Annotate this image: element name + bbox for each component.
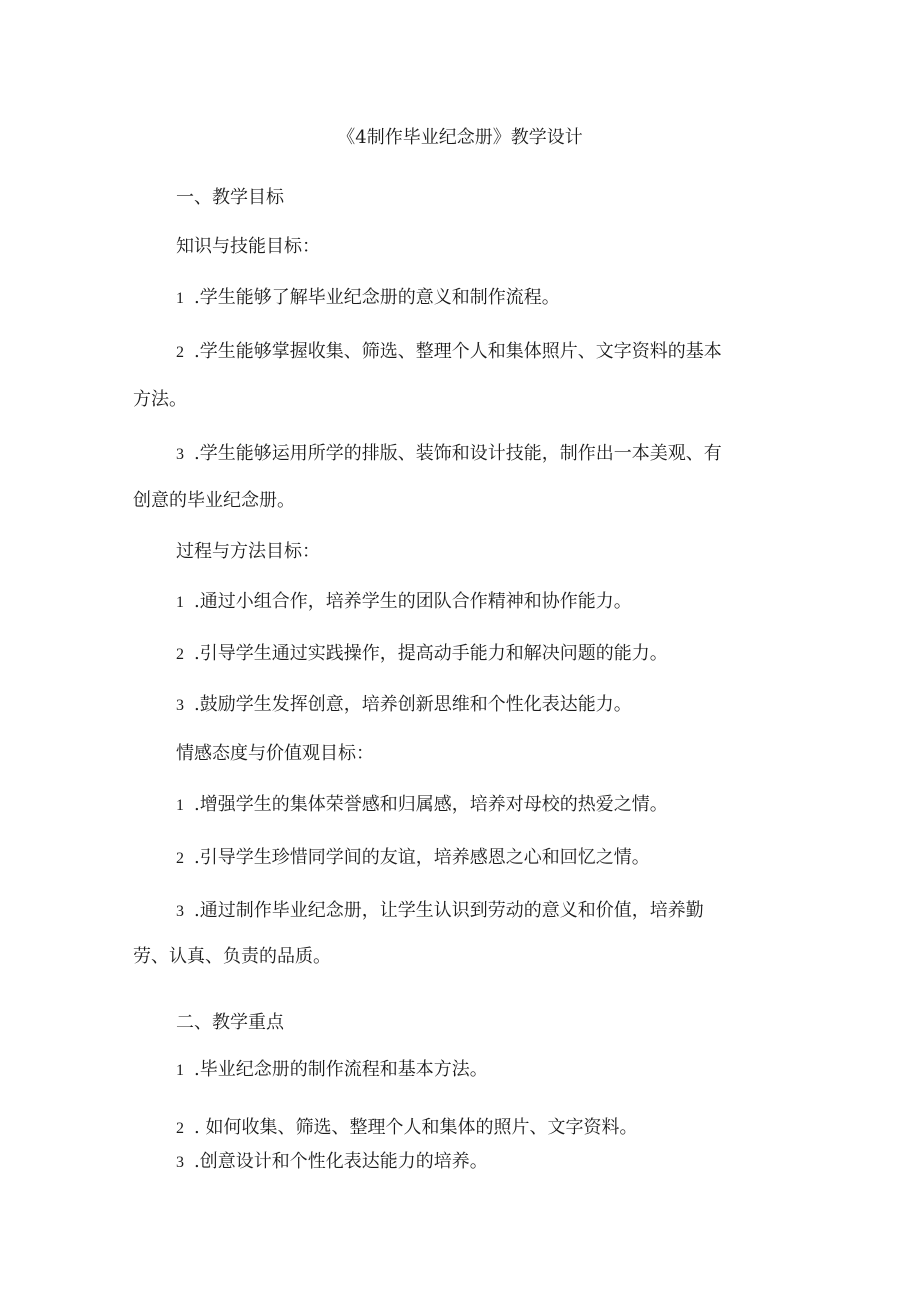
key-point-item-1 [176, 1059, 488, 1082]
item-text: .学生能够了解毕业纪念册的意义和制作流程。 [194, 287, 560, 308]
item-number: 1 [176, 1062, 184, 1079]
key-point-item-2 [176, 1117, 637, 1140]
process-item-3 [176, 694, 632, 717]
knowledge-goals-heading: 知识与技能目标： [176, 236, 320, 257]
section-1-heading: 一、教学目标 [176, 187, 284, 208]
item-number: 2 [176, 850, 184, 867]
item-number: 1 [176, 797, 184, 814]
knowledge-item-3-continuation: 创意的毕业纪念册。 [133, 490, 295, 511]
item-number: 2 [176, 344, 184, 361]
document-title: 《4制作毕业纪念册》教学设计 [337, 127, 583, 148]
item-number: 3 [176, 1154, 184, 1171]
item-text: .学生能够运用所学的排版、装饰和设计技能，制作出一本美观、有 [194, 443, 722, 464]
item-text: .学生能够掌握收集、筛选、整理个人和集体照片、文字资料的基本 [194, 341, 722, 362]
process-item-2 [176, 643, 668, 666]
emotion-item-3 [176, 900, 704, 923]
item-number: 3 [176, 446, 184, 463]
item-number: 2 [176, 646, 184, 663]
key-point-item-3 [176, 1151, 488, 1174]
emotion-item-1 [176, 794, 668, 817]
process-goals-heading: 过程与方法目标： [176, 541, 320, 562]
item-text: .通过小组合作，培养学生的团队合作精神和协作能力。 [194, 591, 632, 612]
item-number: 2 [176, 1120, 184, 1137]
process-item-1 [176, 591, 632, 614]
item-text: .引导学生珍惜同学间的友谊，培养感恩之心和回忆之情。 [194, 847, 650, 868]
knowledge-item-1 [176, 287, 560, 310]
item-text: . 如何收集、筛选、整理个人和集体的照片、文字资料。 [194, 1117, 638, 1138]
emotion-item-3-continuation: 劳、认真、负责的品质。 [133, 946, 331, 967]
item-text: .毕业纪念册的制作流程和基本方法。 [194, 1059, 488, 1080]
item-text: .通过制作毕业纪念册，让学生认识到劳动的意义和价值，培养勤 [194, 900, 704, 921]
item-number: 1 [176, 290, 184, 307]
item-number: 3 [176, 903, 184, 920]
emotion-item-2 [176, 847, 650, 870]
knowledge-item-2-continuation: 方法。 [133, 389, 187, 410]
emotion-goals-heading: 情感态度与价值观目标： [176, 743, 374, 764]
item-number: 3 [176, 697, 184, 714]
item-number: 1 [176, 594, 184, 611]
item-text: .引导学生通过实践操作，提高动手能力和解决问题的能力。 [194, 643, 668, 664]
item-text: .鼓励学生发挥创意，培养创新思维和个性化表达能力。 [194, 694, 632, 715]
knowledge-item-3 [176, 443, 722, 466]
section-2-heading: 二、教学重点 [176, 1012, 284, 1033]
item-text: .增强学生的集体荣誉感和归属感，培养对母校的热爱之情。 [194, 794, 668, 815]
knowledge-item-2 [176, 341, 722, 364]
item-text: .创意设计和个性化表达能力的培养。 [194, 1151, 488, 1172]
